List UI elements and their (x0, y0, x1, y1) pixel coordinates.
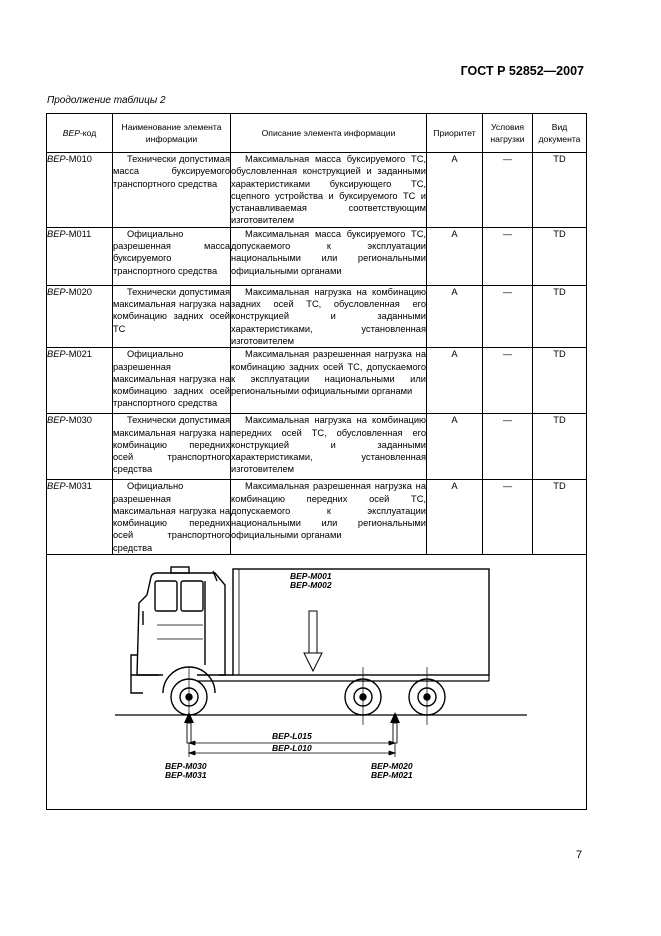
label-m020: ВЕР-М020 (371, 761, 413, 772)
data-table (46, 113, 587, 810)
cell-priority: А (427, 227, 483, 285)
col-header-doc: Вид документа (533, 114, 587, 153)
cell-code: ВЕР-М030 (47, 414, 113, 480)
table-row (47, 348, 587, 414)
label-m002: ВЕР-М002 (290, 580, 332, 591)
cell-desc: Максимальная разрешенная нагрузка на комбинацию передних осей ТС, допускаемого к эксплуатации национальными или региональными официальными органами (231, 480, 427, 555)
col-header-desc: Описание элемента информации (231, 114, 427, 153)
table-header-row (47, 114, 587, 153)
front-reaction-arrow (184, 712, 194, 743)
col-header-name: Наименование элемента информации (113, 114, 231, 153)
cell-conditions: — (483, 348, 533, 414)
cell-name: Официально разрешенная максимальная нагрузка на комбинацию передних осей транспортного средства (113, 481, 230, 553)
table-row (47, 285, 587, 347)
label-m031: ВЕР-М031 (165, 770, 207, 781)
table-caption: Продолжение таблицы 2 (47, 95, 166, 106)
cell-priority: А (427, 480, 483, 555)
label-l015: ВЕР-L015 (272, 731, 312, 742)
cell-desc: Максимальная разрешенная нагрузка на комбинацию задних осей ТС, допускаемого к эксплуатации национальными или региональными официальными органами (231, 348, 427, 414)
cell-conditions: — (483, 227, 533, 285)
cell-priority: А (427, 285, 483, 347)
cell-code: ВЕР-М011 (47, 227, 113, 285)
cell-conditions: — (483, 480, 533, 555)
table-row (47, 227, 587, 285)
label-m001: ВЕР-М001 (290, 571, 332, 582)
cell-conditions: — (483, 414, 533, 480)
cell-name: Официально разрешенная максимальная нагрузка на комбинацию задних осей транспортного средства (113, 348, 231, 414)
truck-diagram (47, 555, 587, 809)
figure-row (47, 555, 587, 810)
table-row (47, 414, 587, 480)
col-header-code: ВЕР-код (47, 114, 113, 153)
cell-doc: TD (533, 153, 587, 228)
cell-doc: TD (533, 227, 587, 285)
figure-cell (47, 555, 587, 810)
cell-code: ВЕР-М031 (47, 480, 113, 555)
cell-name: Технически допустимая максимальная нагрузка на комбинацию задних осей ТС (113, 285, 231, 347)
cell-desc: Максимальная масса буксируемого ТС, обусловленная конструкцией и заданными характеристиками буксирующего ТС, сцепного устройства и буксируемого ТС и устанавливаемая соответствующим изготовителем (231, 154, 426, 226)
page-number: 7 (576, 849, 583, 861)
cell-conditions: — (483, 153, 533, 228)
cell-desc: Максимальная масса буксируемого ТС, допускаемого к эксплуатации национальными или региональными официальными органами (231, 227, 427, 285)
load-arrow (304, 611, 322, 671)
cell-priority: А (427, 153, 483, 228)
cell-priority: А (427, 414, 483, 480)
cell-doc: TD (533, 285, 587, 347)
cell-name: Технически допустимая максимальная нагрузка на комбинацию передних осей транспортного средства (113, 414, 231, 480)
cell-doc: TD (533, 480, 587, 555)
cell-name: Технически допустимая масса буксируемого транспортного средства (113, 153, 231, 228)
cell-doc: TD (533, 414, 587, 480)
label-l010: ВЕР-L010 (272, 743, 312, 754)
cell-doc: TD (533, 348, 587, 414)
standard-number: ГОСТ Р 52852—2007 (460, 64, 584, 78)
col-header-priority: Приоритет (427, 114, 483, 153)
label-m030: ВЕР-М030 (165, 761, 207, 772)
cell-code: ВЕР-М021 (47, 348, 113, 414)
truck-cab (131, 567, 225, 693)
cell-priority: А (427, 348, 483, 414)
cell-code: ВЕР-М020 (47, 285, 113, 347)
label-m021: ВЕР-М021 (371, 770, 413, 781)
cell-conditions: — (483, 285, 533, 347)
rear-reaction-arrow (390, 712, 400, 743)
table-row (47, 153, 587, 228)
cell-code: ВЕР-М010 (47, 153, 113, 228)
col-header-conditions: Условия нагрузки (483, 114, 533, 153)
cargo-body (233, 569, 489, 675)
cell-name: Официально разрешенная масса буксируемого транспортного средства (113, 227, 231, 285)
cell-desc: Максимальная нагрузка на комбинацию задних осей ТС, обусловленная его конструкцией и заданными характеристиками, установленная изготовителем (231, 286, 426, 346)
cell-desc: Максимальная нагрузка на комбинацию передних осей ТС, обусловленная его конструкцией и заданными характеристиками, установленная изготовителем (231, 414, 427, 480)
table-row (47, 480, 587, 555)
